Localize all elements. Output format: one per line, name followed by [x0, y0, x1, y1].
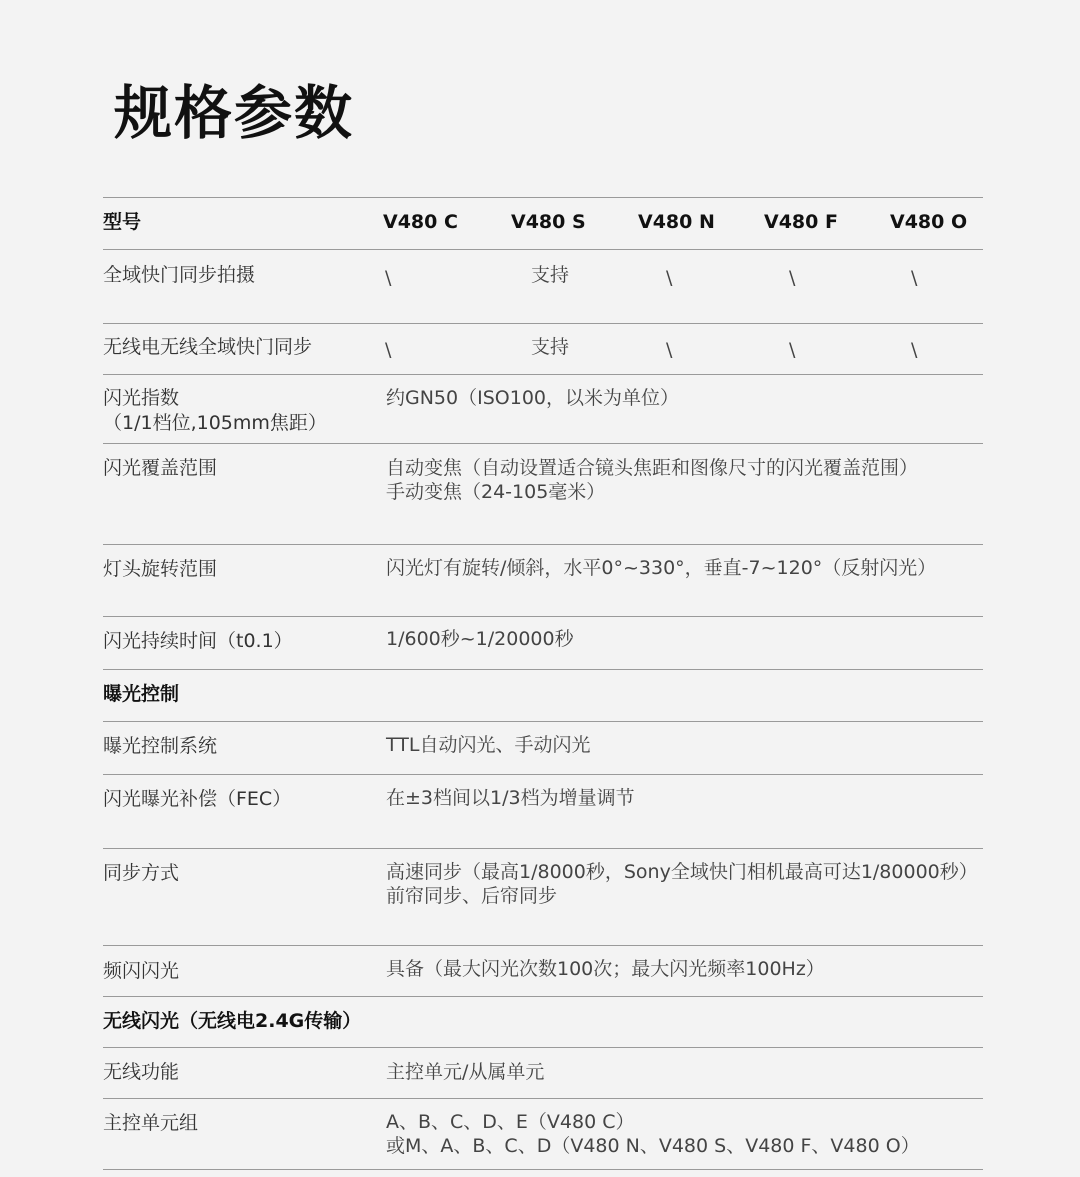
row-value: 主控单元/从属单元 [386, 1061, 545, 1083]
page-title: 规格参数 [114, 79, 355, 147]
row-label: 全域快门同步拍摄 [103, 264, 256, 286]
cell-v480f: \ [789, 339, 796, 361]
cell-v480n: \ [666, 339, 673, 361]
table-row [103, 721, 983, 774]
row-value: 高速同步（最高1/8000秒，Sony全域快门相机最高可达1/80000秒） [386, 861, 978, 883]
model-v480o: V480 O [890, 211, 968, 233]
row-label-sub: （1/1档位,105mm焦距） [103, 412, 327, 434]
table-row [103, 774, 983, 848]
cell-v480o: \ [911, 267, 918, 289]
row-label: 闪光曝光补偿（FEC） [103, 788, 292, 810]
table-row [103, 544, 983, 616]
cell-v480c: \ [385, 267, 392, 289]
row-label: 频闪闪光 [103, 960, 180, 982]
table-row [103, 1098, 983, 1170]
table-row [103, 249, 983, 323]
model-v480f: V480 F [764, 211, 838, 233]
table-row [103, 443, 983, 544]
row-label: 无线功能 [103, 1061, 180, 1083]
cell-v480c: \ [385, 339, 392, 361]
table-row [103, 323, 983, 374]
row-label: 灯头旋转范围 [103, 558, 218, 580]
row-value: 在±3档间以1/3档为增量调节 [386, 787, 635, 809]
table-row [103, 374, 983, 443]
row-label: 无线电无线全域快门同步 [103, 336, 313, 358]
table-row [103, 616, 983, 669]
row-value-2: 前帘同步、后帘同步 [386, 885, 558, 907]
row-value: 自动变焦（自动设置适合镜头焦距和图像尺寸的闪光覆盖范围） [386, 457, 919, 479]
cell-v480f: \ [789, 267, 796, 289]
row-value: 约GN50（ISO100，以米为单位） [386, 387, 679, 409]
row-label: 主控单元组 [103, 1112, 199, 1134]
section-title: 曝光控制 [103, 683, 180, 705]
table-row [103, 945, 983, 996]
row-value-2: 或M、A、B、C、D（V480 N、V480 S、V480 F、V480 O） [386, 1135, 920, 1157]
row-label: 闪光覆盖范围 [103, 457, 218, 479]
row-value: 闪光灯有旋转/倾斜，水平0°~330°，垂直-7~120°（反射闪光） [386, 557, 937, 579]
row-value-2: 手动变焦（24-105毫米） [386, 481, 606, 503]
table-row [103, 1047, 983, 1098]
cell-v480o: \ [911, 339, 918, 361]
model-v480n: V480 N [638, 211, 715, 233]
cell-v480s: 支持 [531, 264, 570, 286]
section-header [103, 996, 983, 1047]
row-value: 1/600秒~1/20000秒 [386, 628, 574, 650]
row-label: 闪光指数 [103, 387, 180, 409]
section-header [103, 669, 983, 721]
cell-v480s: 支持 [531, 336, 570, 358]
row-value: A、B、C、D、E（V480 C） [386, 1111, 635, 1133]
row-label: 同步方式 [103, 862, 180, 884]
cell-v480n: \ [666, 267, 673, 289]
spec-table [103, 197, 983, 1170]
row-label: 闪光持续时间（t0.1） [103, 630, 293, 652]
model-v480c: V480 C [383, 211, 458, 233]
section-title: 无线闪光（无线电2.4G传输） [103, 1010, 362, 1032]
model-v480s: V480 S [511, 211, 586, 233]
row-label: 曝光控制系统 [103, 735, 218, 757]
model-header-label: 型号 [103, 211, 142, 233]
row-value: 具备（最大闪光次数100次；最大闪光频率100Hz） [386, 958, 825, 980]
table-header-row [103, 197, 983, 249]
table-row [103, 848, 983, 945]
row-value: TTL自动闪光、手动闪光 [386, 734, 591, 756]
